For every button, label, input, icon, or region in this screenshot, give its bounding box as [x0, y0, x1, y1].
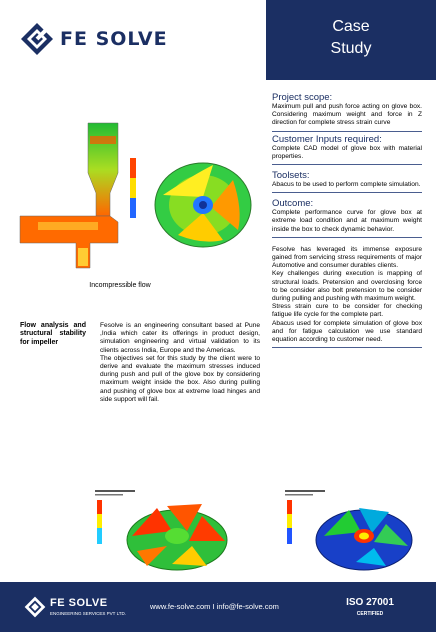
summary-p4: Abacus used for complete simulation of glove box and for fatigue calculation we use standard equation according to customer need. [272, 319, 422, 344]
footer-brand-sub: ENGINEERING SERVICES PVT LTD. [50, 611, 127, 616]
iso-certified: CERTIFIED [356, 611, 384, 617]
side-title: Flow analysis and structural stability for impeller [20, 322, 86, 346]
footer-logo-icon [24, 596, 46, 618]
brand-logo [20, 22, 235, 56]
brand-name: FE SOLVE [60, 28, 168, 50]
divider [272, 237, 422, 238]
summary-p1: Fesolve has leveraged its immense exposure gained from servicing stress requirements of major Automotive and consumer durables clients. [272, 245, 422, 270]
footer [0, 582, 436, 632]
right-column [272, 92, 422, 348]
intro-p1: Fesolve is an engineering consultant based at Pune ,India which cater its offerings in product design, simulation engineering and virtual validation to its clients across India, Europe and the Americas. [100, 322, 260, 354]
tools-heading: Toolsets: [272, 170, 310, 182]
tools-text: Abacus to be used to perform complete simulation. [272, 181, 421, 189]
outcome-text: Complete performance curve for glove box at extreme load condition and at maximum weight inside the box to check dynamic behavior. [272, 209, 422, 233]
footer-brand: FE SOLVE [50, 597, 108, 609]
scope-heading: Project scope: [272, 92, 333, 103]
contact-info[interactable]: www.fe-solve.com I info@fe-solve.com [150, 602, 279, 611]
image-caption: Incompressible flow [89, 282, 151, 289]
impeller-stress-image [128, 150, 268, 260]
case-study-title [266, 0, 436, 80]
outcome-heading: Outcome: [272, 198, 314, 210]
divider [272, 164, 422, 165]
logo-icon [20, 22, 54, 56]
summary-p3: Stress strain cure to be consider for checking fatigue life cycle for the complete part. [272, 303, 422, 319]
divider [272, 347, 422, 348]
inputs-heading: Customer Inputs required: [272, 133, 382, 145]
impeller-image-left [92, 484, 232, 576]
title-line-1: Case [332, 18, 370, 35]
title-line-2: Study [330, 40, 372, 57]
summary-p2: Key challenges during execution is mapping of structural loads. Pretension and overclosing force to be consider also bolt pretension to be consider during pulling and pushing with maximum weight. [272, 270, 422, 303]
scope-text: Maximum pull and push force acting on glove box. Considering maximum weight and force in Z direction for complete stress strain curve [272, 103, 422, 127]
intro-p2: The objectives set for this study by the client were to derive and evaluate the maximum stresses induced during push and pull of the glove box by considering maximum weight inside the box. Also during pulling and pushing of glove box at extreme load hinges and side support will fail. [100, 354, 260, 403]
divider [272, 131, 422, 132]
impeller-image-right [282, 484, 422, 576]
inputs-text: Complete CAD model of glove box with material properties. [272, 144, 422, 160]
divider [272, 192, 422, 193]
iso-label: ISO 27001 [346, 597, 394, 608]
intro-column [100, 322, 260, 404]
